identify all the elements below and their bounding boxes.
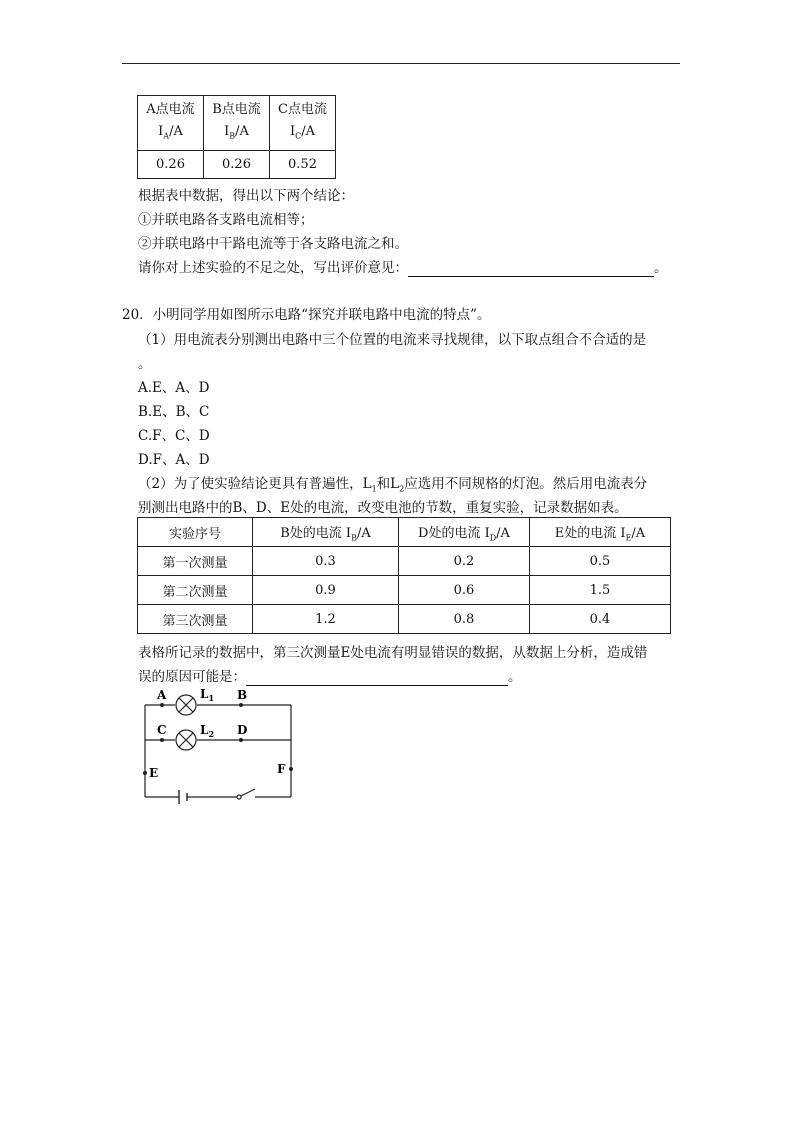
q20-part2-line1: （2）为了使实验结论更具有普遍性，$L_1$和$L_2$应选用不同规格的灯泡。然后用电流表分 [138, 476, 648, 494]
q20-part2-line2: 别测出电路中的B、D、E处的电流，改变电池的节数，重复实验，记录数据如表。 [138, 500, 628, 516]
header-symbol: $I_C/A$ [289, 123, 316, 141]
conclusion-intro: 根据表中数据，得出以下两个结论： [138, 188, 354, 204]
sentence-end: 。 [138, 356, 152, 372]
header-name: A点电流 [146, 101, 195, 117]
measurement-table [137, 517, 671, 634]
table-row [138, 605, 671, 634]
q20-part1-line2 [138, 352, 152, 372]
table-cell: 0.9 [253, 576, 399, 605]
analysis-line1: 表格所记录的数据中，第三次测量E处电流有明显错误的数据，从数据上分析，造成错 [138, 645, 648, 661]
col-header-e: E处的电流 $I_E/A$ [530, 518, 671, 547]
table-cell: 0.8 [399, 605, 530, 634]
col-header-b: B处的电流 $I_B/A$ [253, 518, 399, 547]
header-symbol: $I_A/A$ [158, 123, 183, 141]
table-cell: 0.5 [530, 547, 671, 576]
label-b: B [237, 688, 248, 702]
question-20-stem: 20．小明同学用如图所示电路“探究并联电路中电流的特点”。 [122, 307, 491, 323]
label-l1: $L_1$ [200, 687, 215, 703]
sentence-end: 。 [654, 260, 668, 276]
junction-dots [143, 703, 293, 775]
label-l2: $L_2$ [200, 723, 215, 739]
label-a: A [157, 688, 167, 702]
header-rule [122, 63, 680, 64]
col-header-trial: 实验序号 [138, 518, 253, 547]
table1-header-b [204, 96, 270, 151]
table-row [138, 547, 671, 576]
evaluation-prompt-text: 请你对上述实验的不足之处，写出评价意见： [138, 260, 408, 276]
analysis-prompt-text: 误的原因可能是： [138, 669, 246, 685]
option-d: D.F、A、D [138, 452, 210, 468]
label-e: E [149, 766, 159, 780]
analysis-line2 [138, 665, 522, 686]
q20-part1-line1: （1）用电流表分别测出电路中三个位置的电流来寻找规律，以下取点组合不合适的是 [138, 332, 647, 348]
answer-blank-analysis[interactable] [246, 669, 508, 686]
label-c: C [157, 723, 167, 737]
table-cell: 0.2 [399, 547, 530, 576]
table-cell: 第二次测量 [138, 576, 253, 605]
answer-blank-evaluation[interactable] [408, 260, 654, 277]
label-f: F [277, 762, 286, 776]
option-a: A.E、A、D [138, 380, 210, 396]
table1-value-c: 0.52 [270, 151, 336, 179]
table-row [138, 576, 671, 605]
conclusion-item-2: ②并联电路中干路电流等于各支路电流之和。 [138, 236, 408, 252]
header-name: B点电流 [212, 101, 261, 117]
lamp-l1-icon [176, 695, 196, 715]
table1-value-b: 0.26 [204, 151, 270, 179]
switch-icon [237, 789, 255, 799]
table-cell: 0.3 [253, 547, 399, 576]
table-cell: 0.6 [399, 576, 530, 605]
table-cell: 第三次测量 [138, 605, 253, 634]
table-header-row [138, 518, 671, 547]
evaluation-prompt [138, 256, 668, 277]
table1-value-a: 0.26 [138, 151, 204, 179]
sentence-end: 。 [508, 669, 522, 685]
col-header-d: D处的电流 $I_D/A$ [399, 518, 530, 547]
header-symbol: $I_B/A$ [224, 123, 249, 141]
table1-header-c [270, 96, 336, 151]
current-table-abc [137, 95, 336, 179]
table-cell: 第一次测量 [138, 547, 253, 576]
option-b: B.E、B、C [138, 404, 210, 420]
option-c: C.F、C、D [138, 428, 210, 444]
table-cell: 1.5 [530, 576, 671, 605]
header-name: C点电流 [278, 101, 327, 117]
battery-icon [179, 790, 187, 804]
table-cell: 1.2 [253, 605, 399, 634]
table-cell: 0.4 [530, 605, 671, 634]
conclusion-item-1: ①并联电路各支路电流相等； [138, 212, 314, 228]
table1-header-a [138, 96, 204, 151]
label-d: D [237, 723, 248, 737]
circuit-diagram [135, 685, 305, 805]
lamp-l2-icon [176, 730, 196, 750]
